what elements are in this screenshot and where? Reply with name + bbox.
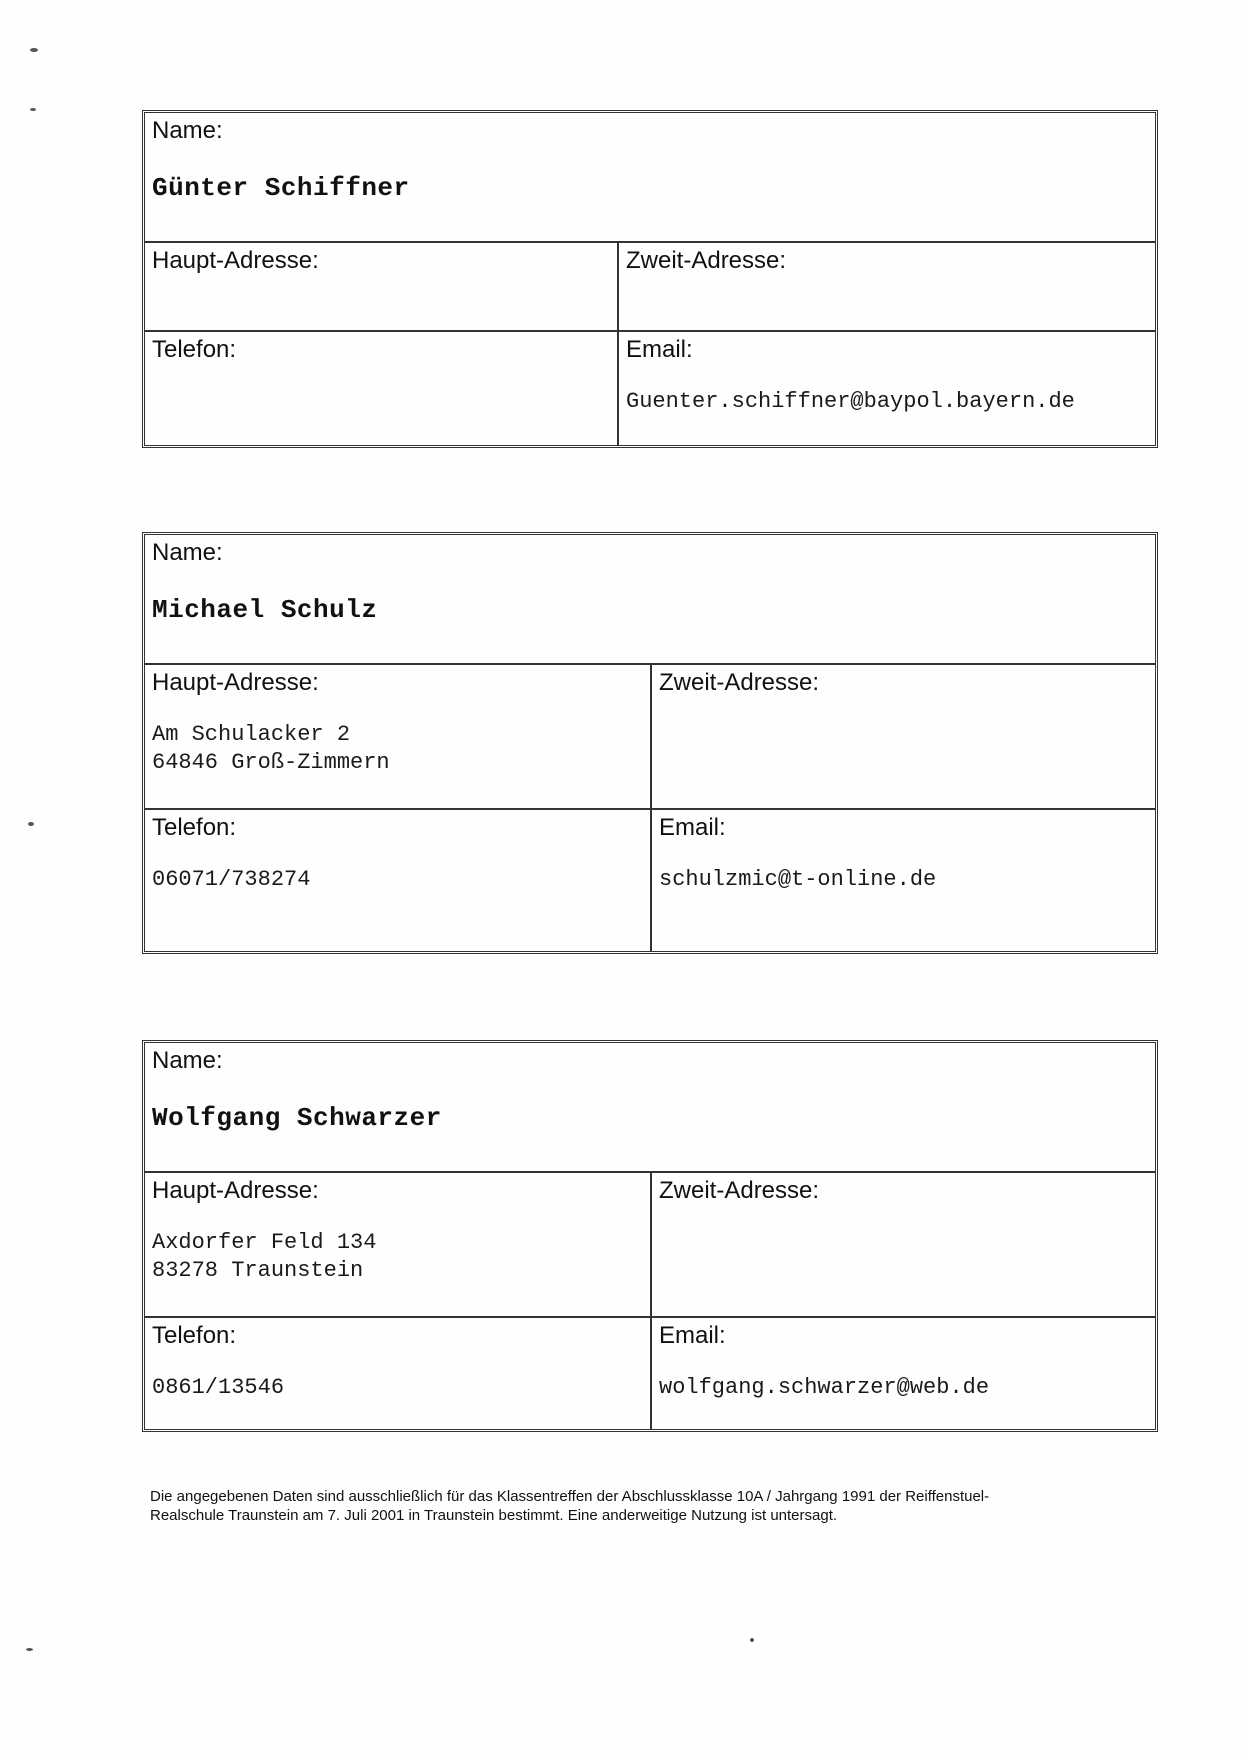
contact-row [145,808,1155,951]
contact-card [142,1040,1158,1432]
contact-card [142,532,1158,954]
person-name: Michael Schulz [152,595,378,625]
address-row [145,241,1155,330]
privacy-footnote [150,1487,1110,1525]
primary-address-label: Haupt-Adresse: [152,247,319,274]
phone-label: Telefon: [152,814,237,841]
scan-speck [750,1638,754,1642]
primary-address-cell [145,243,617,330]
email-label: Email: [659,814,726,841]
name-label: Name: [152,1047,223,1074]
secondary-address-cell [650,1173,1155,1316]
address-row [145,1171,1155,1316]
email-label: Email: [659,1322,726,1349]
secondary-address-label: Zweit-Adresse: [659,669,820,696]
email-value: wolfgang.schwarzer@web.de [659,1375,990,1400]
secondary-address-cell [617,243,1155,330]
phone-label: Telefon: [152,336,237,363]
email-label: Email: [626,336,693,363]
name-label: Name: [152,117,223,144]
name-label: Name: [152,539,223,566]
scan-speck [30,48,38,52]
phone-cell [145,1318,650,1429]
primary-address-line: 64846 Groß-Zimmern [152,750,390,775]
phone-cell [145,332,617,445]
primary-address-line: Axdorfer Feld 134 [152,1230,377,1255]
name-cell [145,1043,1155,1171]
secondary-address-label: Zweit-Adresse: [626,247,787,274]
primary-address-label: Haupt-Adresse: [152,1177,319,1204]
contact-row [145,1316,1155,1429]
contact-row [145,330,1155,445]
secondary-address-cell [650,665,1155,808]
email-cell [650,1318,1155,1429]
primary-address-cell [145,1173,650,1316]
name-row [145,535,1155,663]
primary-address-cell [145,665,650,808]
primary-address-line: Am Schulacker 2 [152,722,351,747]
email-value: Guenter.schiffner@baypol.bayern.de [626,389,1075,414]
person-name: Günter Schiffner [152,173,410,203]
phone-value: 0861/13546 [152,1375,285,1400]
footnote-line: Die angegebenen Daten sind ausschließlich für das Klassentreffen der Abschlussklasse 10A / Jahrgang 1991 der Reiffenstuel- [150,1488,990,1505]
contact-card [142,110,1158,448]
address-row [145,663,1155,808]
phone-label: Telefon: [152,1322,237,1349]
footnote-line: Realschule Traunstein am 7. Juli 2001 in Traunstein bestimmt. Eine anderweitige Nutzung ist untersagt. [150,1507,838,1524]
name-row [145,113,1155,241]
name-cell [145,113,1155,241]
email-cell [650,810,1155,951]
phone-value: 06071/738274 [152,867,311,892]
primary-address-line: 83278 Traunstein [152,1258,364,1283]
name-cell [145,535,1155,663]
name-row [145,1043,1155,1171]
email-cell [617,332,1155,445]
scan-speck [30,108,36,111]
scan-speck [28,822,34,826]
secondary-address-label: Zweit-Adresse: [659,1177,820,1204]
person-name: Wolfgang Schwarzer [152,1103,442,1133]
phone-cell [145,810,650,951]
primary-address-label: Haupt-Adresse: [152,669,319,696]
scan-speck [26,1648,33,1651]
email-value: schulzmic@t-online.de [659,867,937,892]
